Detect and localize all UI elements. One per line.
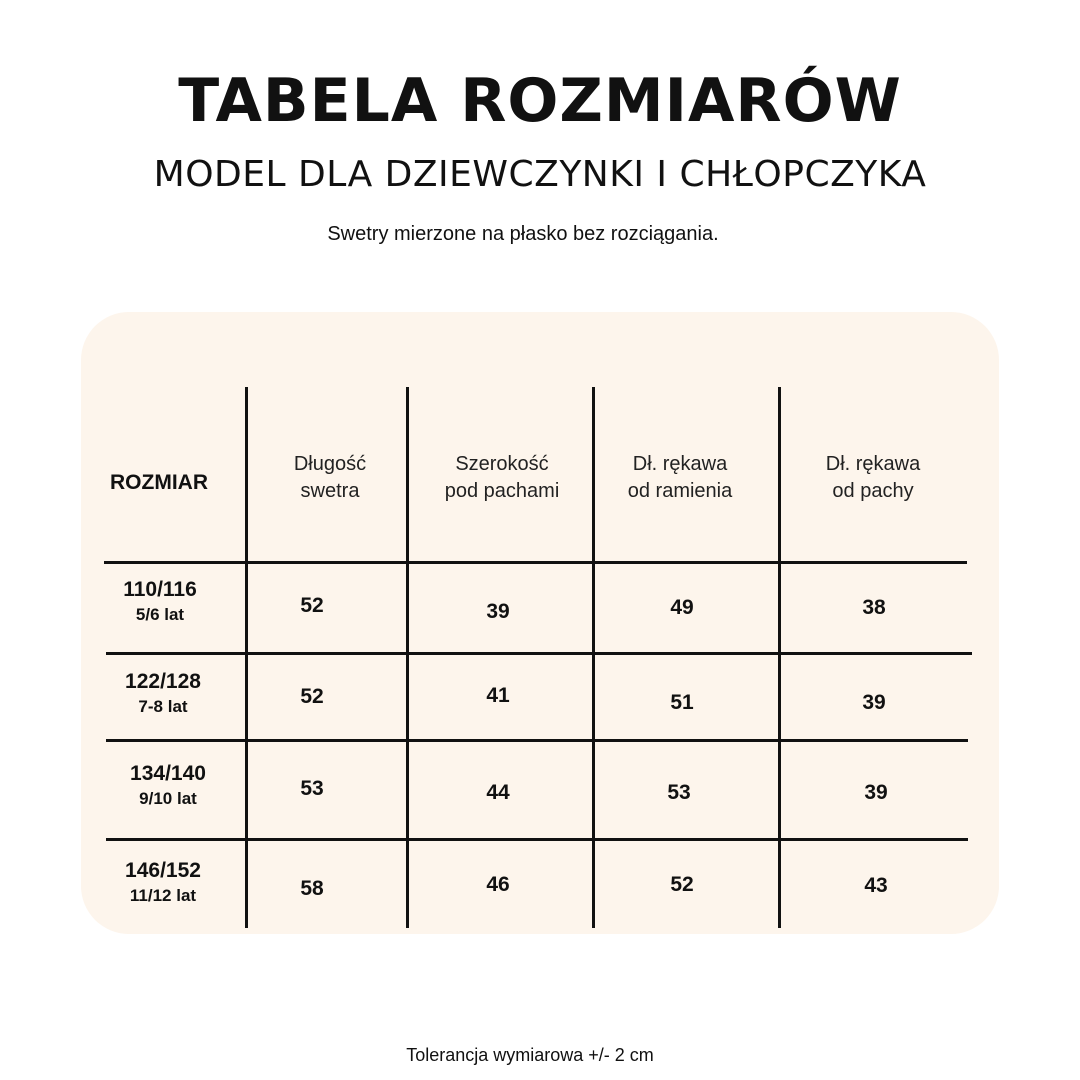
table-divider-h1	[104, 561, 967, 564]
row-3-length: 53	[300, 777, 324, 800]
table-divider-h2	[106, 652, 972, 655]
tolerance-note: Tolerancja wymiarowa +/- 2 cm	[406, 1045, 654, 1065]
row-3-age-label: 9/10 lat	[139, 789, 197, 809]
header-sleeve-shoulder-line2: od ramienia	[627, 480, 733, 502]
row-2-sleeve-armpit: 39	[862, 691, 886, 714]
row-2-width: 41	[486, 684, 510, 707]
table-divider-v1	[245, 387, 248, 928]
row-1-size-label: 110/116	[123, 578, 197, 601]
row-3-size	[108, 760, 228, 811]
row-1-length: 52	[300, 594, 324, 617]
row-2-size-label: 122/128	[125, 670, 201, 693]
row-2-sleeve-shoulder: 51	[670, 691, 694, 714]
row-3-sleeve-shoulder: 53	[667, 781, 691, 804]
page-title: TABELA ROZMIARÓW	[178, 66, 902, 136]
header-sleeve-armpit-line1: Dł. rękawa	[825, 453, 921, 475]
page-subtitle: MODEL DLA DZIEWCZYNKI I CHŁOPCZYKA	[153, 154, 927, 195]
row-4-sleeve-armpit: 43	[864, 874, 888, 897]
header-sleeve-shoulder	[588, 451, 772, 505]
table-divider-h4	[106, 838, 968, 841]
row-2-size	[103, 668, 223, 719]
row-4-age-label: 11/12 lat	[129, 886, 197, 906]
row-4-size-label: 146/152	[125, 859, 201, 882]
header-width-line2: pod pachami	[444, 480, 560, 502]
row-3-width: 44	[486, 781, 510, 804]
header-length-line2: swetra	[300, 480, 360, 502]
row-4-width: 46	[486, 873, 510, 896]
table-divider-h3	[106, 739, 968, 742]
row-2-length: 52	[300, 685, 324, 708]
row-4-sleeve-shoulder: 52	[670, 873, 694, 896]
header-length-line1: Długość	[293, 453, 367, 475]
header-sleeve-shoulder-line1: Dł. rękawa	[632, 453, 728, 475]
row-1-sleeve-shoulder: 49	[670, 596, 694, 619]
header-width-line1: Szerokość	[455, 453, 549, 475]
header-sleeve-armpit-line2: od pachy	[832, 480, 914, 502]
row-1-age-label: 5/6 lat	[135, 605, 185, 625]
row-3-sleeve-armpit: 39	[864, 781, 888, 804]
row-4-size	[103, 857, 223, 908]
row-1-width: 39	[486, 600, 510, 623]
row-4-length: 58	[300, 877, 324, 900]
header-length	[250, 451, 410, 505]
row-1-size	[100, 576, 220, 627]
header-width	[410, 451, 594, 505]
header-sleeve-armpit	[780, 451, 966, 505]
row-3-size-label: 134/140	[130, 762, 206, 785]
header-size: ROZMIAR	[110, 471, 208, 494]
row-1-sleeve-armpit: 38	[862, 596, 886, 619]
row-2-age-label: 7-8 lat	[138, 697, 188, 717]
measurement-note: Swetry mierzone na płasko bez rozciągania.	[327, 223, 719, 245]
